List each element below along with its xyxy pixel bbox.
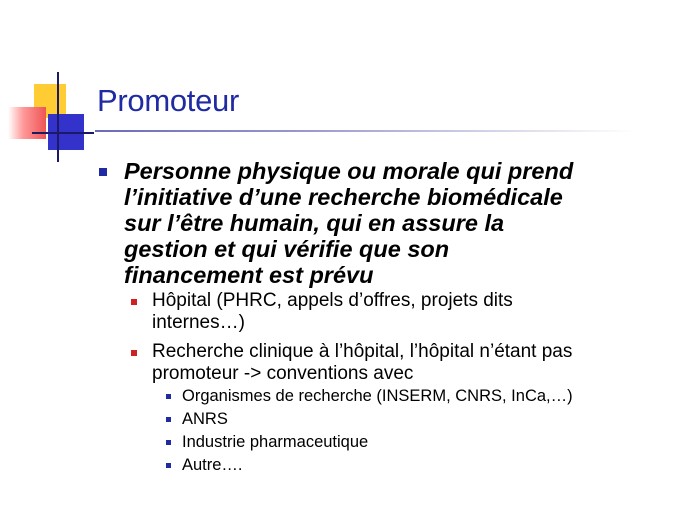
logo-vertical-line — [57, 72, 59, 162]
definition-line: Personne physique ou morale qui prend — [124, 158, 574, 184]
bullet-level3-autre — [166, 455, 666, 475]
bullet-level2-recherche-clinique — [131, 341, 671, 385]
sub-item-line: Hôpital (PHRC, appels d’offres, projets dits — [152, 290, 513, 311]
definition-text — [124, 158, 669, 288]
definition-line: sur l’être humain, qui en assure la — [124, 210, 505, 236]
bullet-square-icon — [166, 394, 171, 399]
bullet-square-icon — [166, 440, 171, 445]
bullet-square-icon — [166, 417, 171, 422]
bullet-square-icon — [131, 350, 137, 356]
slide-title: Promoteur — [97, 83, 240, 118]
sub-item-text — [152, 341, 671, 385]
sub-item-line: promoteur -> conventions avec — [152, 363, 414, 384]
definition-line: financement est prévu — [124, 262, 374, 288]
sub-item-line: Recherche clinique à l’hôpital, l’hôpital n’étant pas — [152, 341, 573, 362]
list-item: ANRS — [182, 410, 228, 428]
sub-item-line: internes…) — [152, 312, 245, 333]
logo-horizontal-line — [32, 132, 94, 134]
bullet-level2-hopital — [131, 290, 671, 334]
bullet-square-icon — [99, 168, 107, 176]
bullet-square-icon — [131, 299, 137, 305]
sub-item-text — [152, 290, 671, 334]
bullet-level3-organismes — [166, 386, 666, 406]
list-item: Organismes de recherche (INSERM, CNRS, InCa,…) — [182, 387, 573, 405]
bullet-square-icon — [166, 463, 171, 468]
bullet-level1-definition — [99, 158, 669, 288]
decorative-logo — [0, 72, 100, 162]
definition-line: gestion et qui vérifie que son — [124, 236, 450, 262]
definition-line: l’initiative d’une recherche biomédicale — [124, 184, 563, 210]
logo-red-square — [8, 107, 46, 139]
title-underline — [95, 130, 635, 132]
bullet-level3-industrie — [166, 432, 666, 452]
bullet-level3-anrs — [166, 409, 666, 429]
list-item: Industrie pharmaceutique — [182, 433, 369, 451]
list-item: Autre…. — [182, 456, 243, 474]
